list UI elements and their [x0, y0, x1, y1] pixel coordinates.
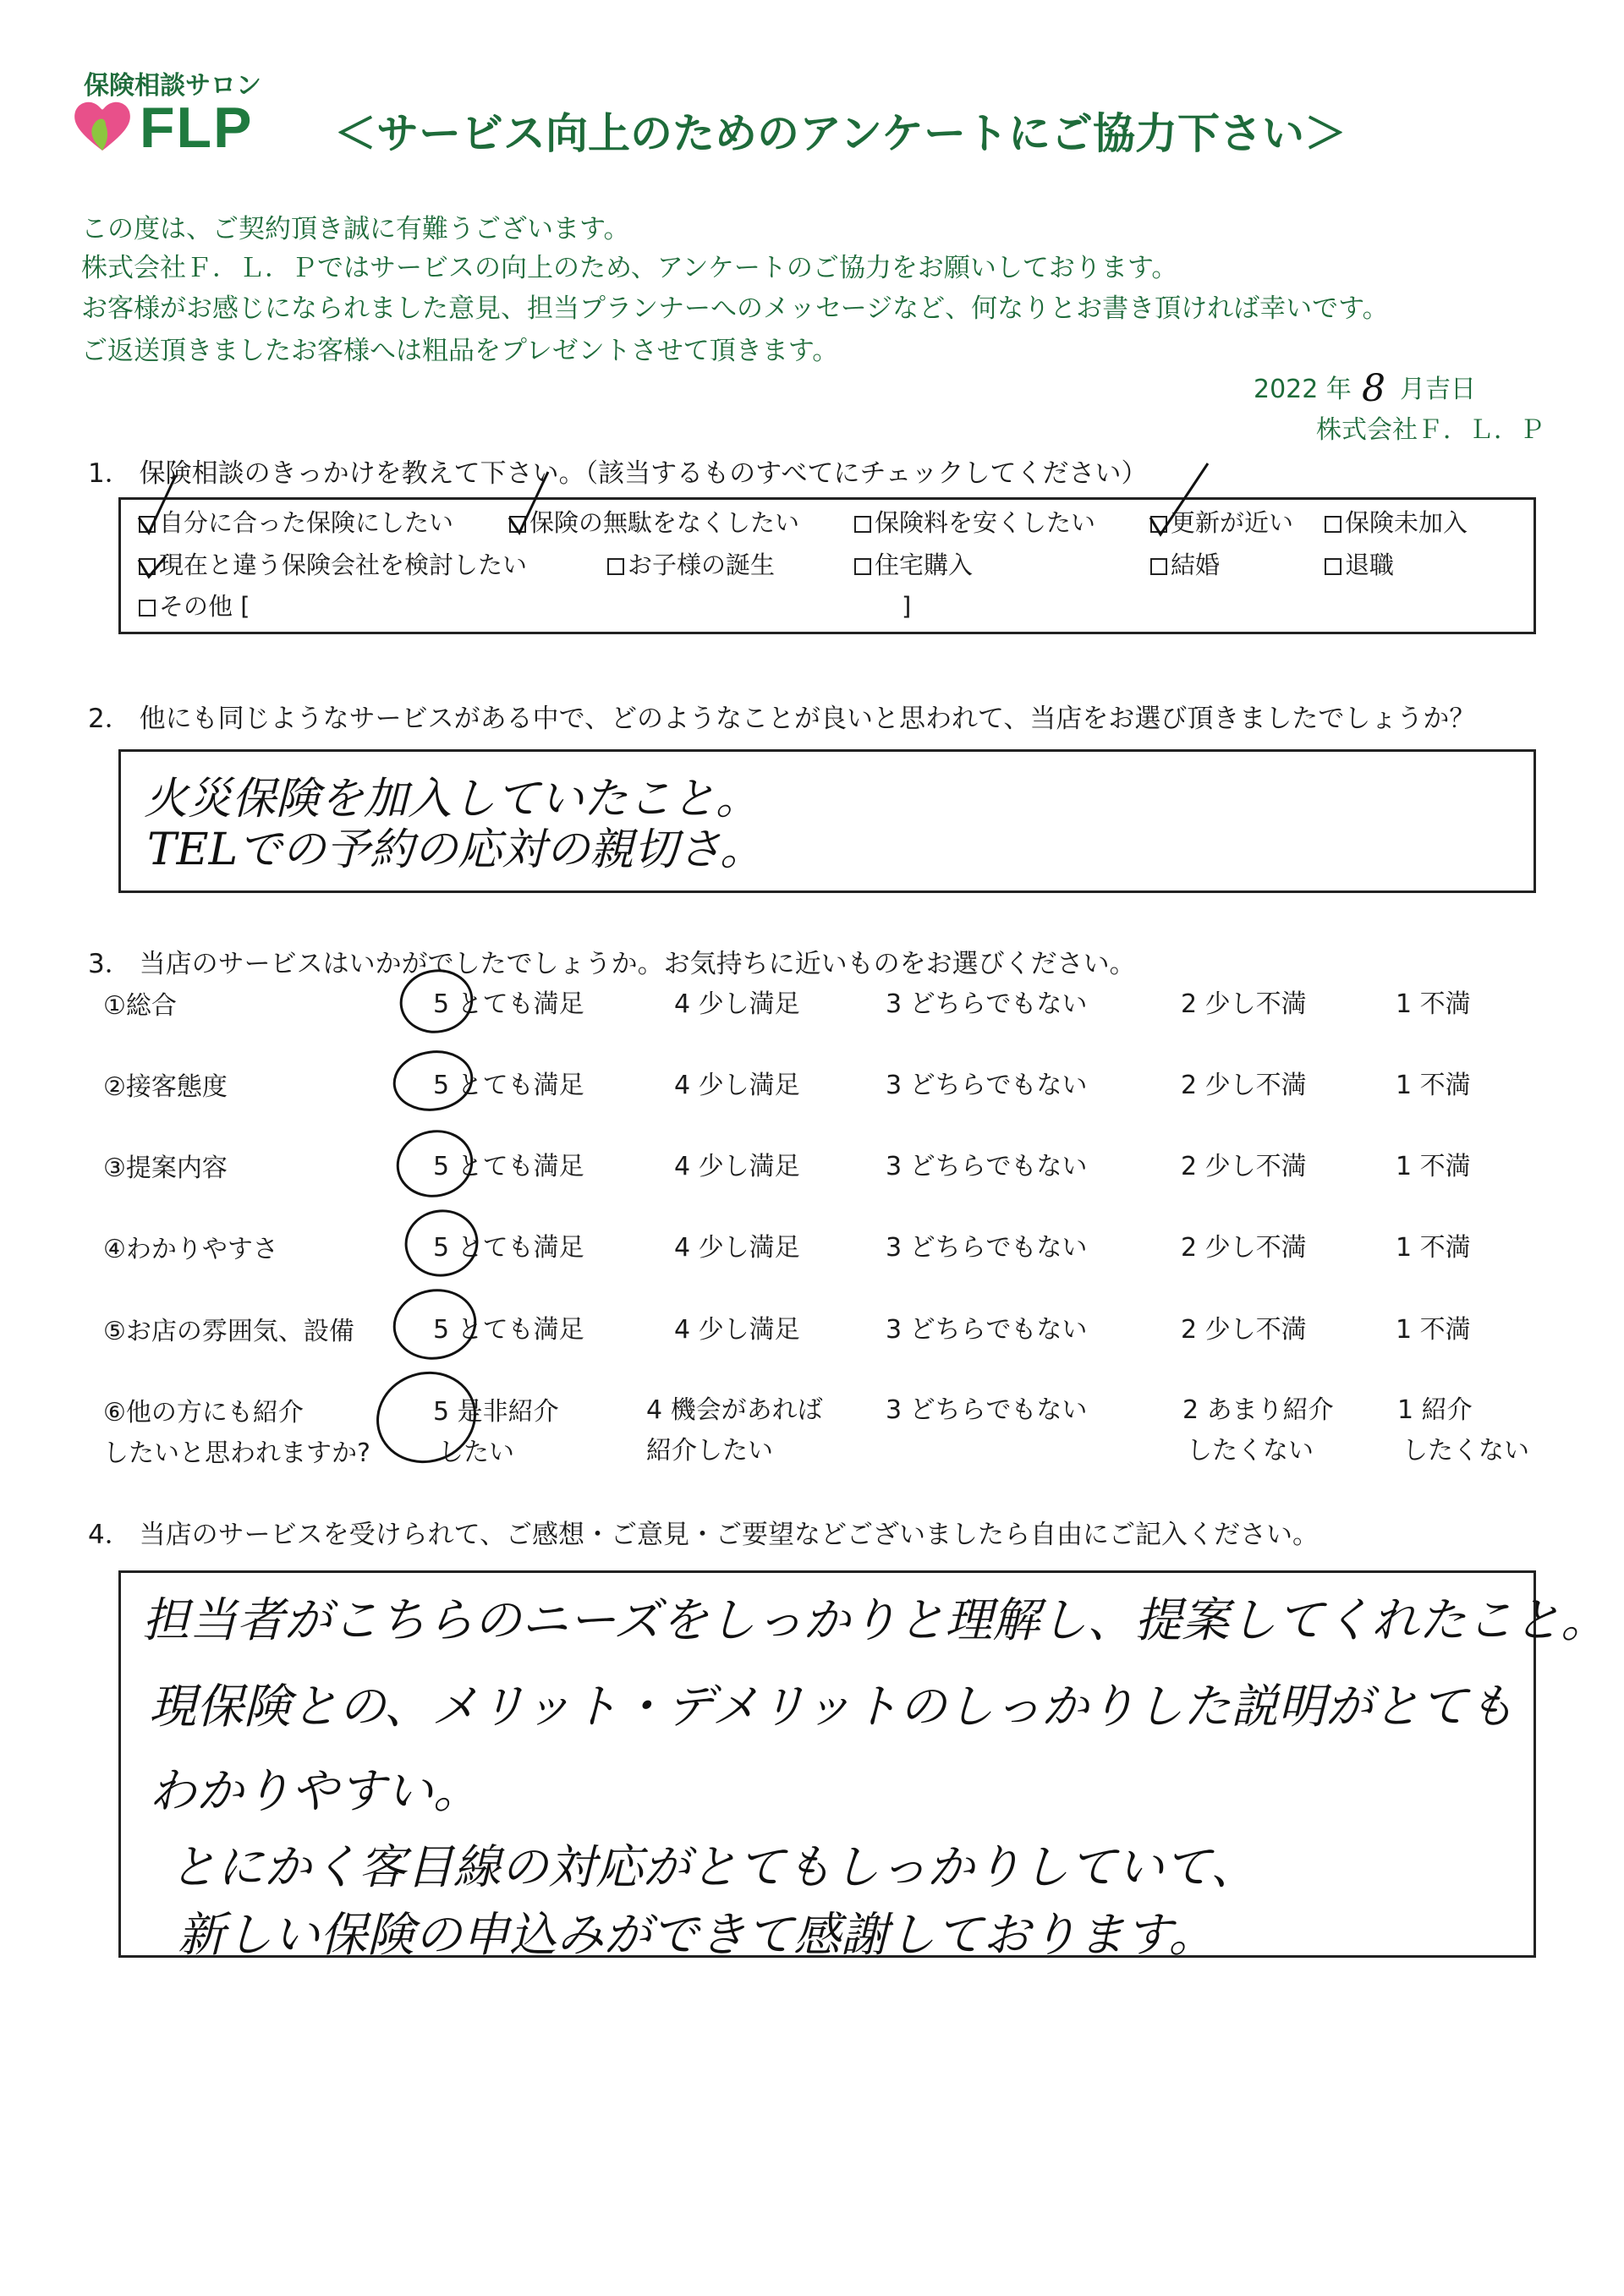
q3-item-label: ③提案内容: [103, 1153, 228, 1183]
q1-other-close-bracket: ]: [902, 592, 912, 621]
q3-referral-option-3[interactable]: 3 どちらでもない: [886, 1395, 1088, 1425]
q3-option-3[interactable]: 3 どちらでもない: [886, 1233, 1088, 1263]
q1-option-cheaper[interactable]: 保険料を安くしたい: [854, 511, 1095, 535]
heart-icon: [72, 96, 133, 154]
date-suffix: 月吉日: [1400, 375, 1476, 404]
q3-referral-option-4[interactable]: 4 機会があれば: [646, 1395, 823, 1425]
q3-referral-option-4-sub: 紹介したい: [646, 1436, 773, 1466]
logo-brand: FLP: [140, 96, 254, 160]
q3-option-1[interactable]: 1 不満: [1396, 989, 1471, 1019]
q1-option-other-company[interactable]: 現在と違う保険会社を検討したい: [139, 553, 527, 578]
q4-answer-line-3: わかりやすい。: [149, 1764, 480, 1819]
q1-option-self-fit[interactable]: 自分に合った保険にしたい: [139, 511, 453, 535]
checkbox-icon[interactable]: [1325, 516, 1341, 533]
checkbox-icon[interactable]: [509, 516, 526, 533]
date-month: 8: [1362, 367, 1385, 410]
q3-option-4[interactable]: 4 少し満足: [674, 1315, 800, 1345]
q3-option-2[interactable]: 2 少し不満: [1181, 1233, 1307, 1263]
company-name: 株式会社Ｆ．Ｌ．Ｐ: [1316, 415, 1544, 445]
q4-label: 4． 当店のサービスを受けられて、ご感想・ご意見・ご要望などございましたら自由にご記入ください。: [88, 1520, 1319, 1550]
q3-referral-option-2-sub: したくない: [1187, 1436, 1314, 1466]
q2-label: 2． 他にも同じようなサービスがある中で、どのようなことが良いと思われて、当店をお選び頂きましたでしょうか？: [88, 704, 1476, 734]
q1-label: 1． 保険相談のきっかけを教えて下さい。（該当するものすべてにチェックしてください）: [88, 458, 1148, 489]
q3-item-label: ⑤お店の雰囲気、設備: [103, 1317, 354, 1346]
q3-option-2[interactable]: 2 少し不満: [1181, 1152, 1307, 1181]
q3-item-label: ②接客態度: [103, 1072, 228, 1102]
q3-option-5[interactable]: 5 とても満足: [433, 1071, 584, 1100]
q1-option-marriage[interactable]: 結婚: [1150, 553, 1220, 578]
q3-option-1[interactable]: 1 不満: [1396, 1233, 1471, 1263]
q2-answer-line-2: TELでの予約の応対の親切さ。: [147, 825, 765, 875]
checkbox-icon[interactable]: [607, 558, 624, 575]
intro-line-1: この度は、ご契約頂き誠に有難うございます。: [81, 214, 630, 244]
q3-referral-option-1[interactable]: 1 紹介: [1397, 1395, 1473, 1425]
q3-option-4[interactable]: 4 少し満足: [674, 1071, 800, 1100]
q4-answer-line-2: 現保険との、メリット・デメリットのしっかりした説明がとても: [149, 1680, 1516, 1734]
q3-option-2[interactable]: 2 少し不満: [1181, 1071, 1307, 1100]
checkbox-icon[interactable]: [1150, 558, 1167, 575]
q3-referral-option-2[interactable]: 2 あまり紹介: [1182, 1395, 1334, 1425]
q3-option-1[interactable]: 1 不満: [1396, 1315, 1471, 1345]
page-title: ＜サービス向上のためのアンケートにご協力下さい＞: [334, 109, 1347, 158]
q3-option-4[interactable]: 4 少し満足: [674, 1233, 800, 1263]
q3-option-5[interactable]: 5 とても満足: [433, 1315, 584, 1345]
q4-answer-line-5: 新しい保険の申込みができて感謝しております。: [178, 1908, 1216, 1963]
checkbox-icon[interactable]: [1150, 516, 1167, 533]
q3-referral-option-5[interactable]: 5 是非紹介: [433, 1397, 559, 1427]
checkbox-icon[interactable]: [139, 600, 156, 616]
q3-item-label: ④わかりやすさ: [103, 1235, 278, 1264]
logo-subtitle: 保険相談サロン: [84, 71, 261, 101]
q1-option-child-birth[interactable]: お子様の誕生: [607, 553, 775, 578]
q3-option-1[interactable]: 1 不満: [1396, 1071, 1471, 1100]
q3-option-4[interactable]: 4 少し満足: [674, 1152, 800, 1181]
checkbox-icon[interactable]: [139, 516, 156, 533]
q3-option-4[interactable]: 4 少し満足: [674, 989, 800, 1019]
intro-line-2: 株式会社Ｆ．Ｌ．Ｐではサービスの向上のため、アンケートのご協力をお願いしております。: [81, 253, 1178, 283]
intro-line-4: ご返送頂きましたお客様へは粗品をプレゼントさせて頂きます。: [81, 336, 839, 366]
q3-label: 3． 当店のサービスはいかがでしたでしょうか。お気持ちに近いものをお選びください。: [88, 949, 1136, 979]
q3-referral-option-5-sub: したい: [438, 1438, 514, 1467]
q3-option-3[interactable]: 3 どちらでもない: [886, 1315, 1088, 1345]
q1-option-other[interactable]: その他 [: [139, 595, 250, 619]
q3-option-1[interactable]: 1 不満: [1396, 1152, 1471, 1181]
q3-referral-option-1-sub: したくない: [1402, 1436, 1529, 1466]
q1-option-uninsured[interactable]: 保険未加入: [1325, 511, 1468, 535]
logo: [72, 64, 275, 160]
q3-option-3[interactable]: 3 どちらでもない: [886, 1071, 1088, 1100]
checkbox-icon[interactable]: [854, 516, 871, 533]
q3-option-3[interactable]: 3 どちらでもない: [886, 989, 1088, 1019]
q4-answer-line-4: とにかく客目線の対応がとてもしっかりしていて、: [169, 1840, 1258, 1895]
q3-option-2[interactable]: 2 少し不満: [1181, 1315, 1307, 1345]
q3-item-label: ①総合: [103, 991, 177, 1021]
q1-option-no-waste[interactable]: 保険の無駄をなくしたい: [509, 511, 799, 535]
q3-option-5[interactable]: 5 とても満足: [433, 1233, 584, 1263]
checkbox-icon[interactable]: [139, 558, 156, 575]
q4-answer-line-1: 担当者がこちらのニーズをしっかりと理解し、提案してくれたこと。: [142, 1593, 1609, 1648]
q3-referral-label-2: したいと思われますか?: [103, 1438, 370, 1468]
intro-line-3: お客様がお感じになられました意見、担当プランナーへのメッセージなど、何なりとお書き頂ければ幸いです。: [81, 293, 1389, 324]
q2-answer-line-1: 火災保険を加入していたこと。: [144, 774, 760, 825]
checkbox-icon[interactable]: [1325, 558, 1341, 575]
q3-option-2[interactable]: 2 少し不満: [1181, 989, 1307, 1019]
q3-option-5[interactable]: 5 とても満足: [433, 989, 584, 1019]
q1-option-retirement[interactable]: 退職: [1325, 553, 1394, 578]
date-year: 2022 年: [1254, 375, 1352, 404]
q3-referral-label-1: ⑥他の方にも紹介: [103, 1398, 304, 1427]
q1-option-renewal[interactable]: 更新が近い: [1150, 511, 1293, 535]
q3-option-5[interactable]: 5 とても満足: [433, 1152, 584, 1181]
checkbox-icon[interactable]: [854, 558, 871, 575]
q3-option-3[interactable]: 3 どちらでもない: [886, 1152, 1088, 1181]
q1-option-house[interactable]: 住宅購入: [854, 553, 973, 578]
